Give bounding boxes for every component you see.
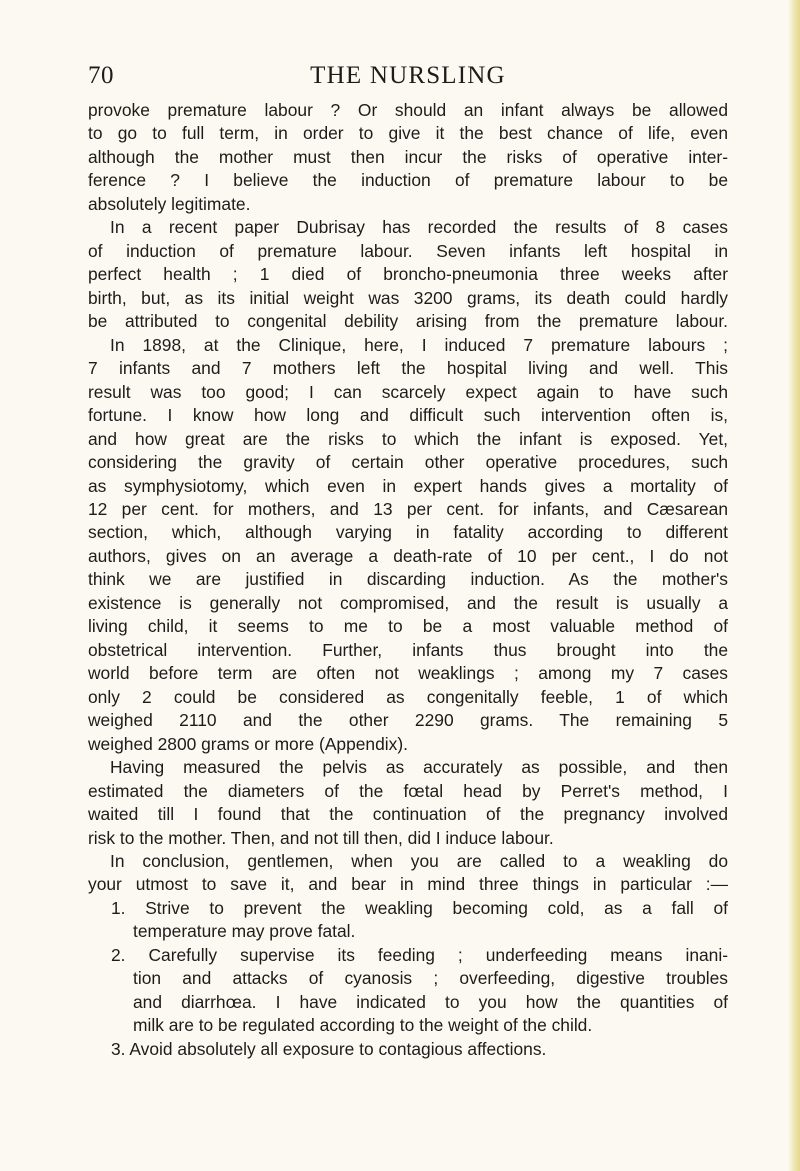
text-line: result was too good; I can scarcely expect again to have such xyxy=(88,381,728,402)
list-item: 3. Avoid absolutely all exposure to contagious affections. xyxy=(111,1038,547,1059)
text-line: think we are justified in discarding induction. As the mother's xyxy=(88,569,728,590)
text-line: perfect health ; 1 died of broncho-pneumonia three weeks after xyxy=(88,264,728,285)
text-line: of induction of premature labour. Seven infants left hospital in xyxy=(88,240,728,261)
text-line: obstetrical intervention. Further, infants thus brought into the xyxy=(88,639,728,660)
text-line: estimated the diameters of the fœtal head by Perret's method, I xyxy=(88,780,728,801)
text-line: birth, but, as its initial weight was 3200 grams, its death could hardly xyxy=(88,287,728,308)
page-number: 70 xyxy=(88,62,114,89)
page-edge-shading xyxy=(788,0,800,1171)
text-line: ference ? I believe the induction of premature labour to be xyxy=(88,170,728,191)
text-line: existence is generally not compromised, and the result is usually a xyxy=(88,592,728,613)
text-line: In a recent paper Dubrisay has recorded the results of 8 cases xyxy=(110,217,728,238)
running-title: THE NURSLING xyxy=(310,62,506,89)
text-line: waited till I found that the continuation of the pregnancy involved xyxy=(88,804,728,825)
text-line: tion and attacks of cyanosis ; overfeeding, digestive troubles xyxy=(133,968,728,989)
text-line: to go to full term, in order to give it the best chance of life, even xyxy=(88,123,728,144)
text-line: In 1898, at the Clinique, here, I induced 7 premature labours ; xyxy=(110,334,728,355)
text-line: In conclusion, gentlemen, when you are called to a weakling do xyxy=(110,851,728,871)
text-line: provoke premature labour ? Or should an infant always be allowed xyxy=(88,100,728,120)
text-line: weighed 2110 and the other 2290 grams. The remaining 5 xyxy=(88,710,728,731)
text-line: milk are to be regulated according to the weight of the child. xyxy=(133,1015,593,1036)
text-line: considering the gravity of certain other operative procedures, such xyxy=(88,452,728,473)
text-line: weighed 2800 grams or more (Appendix). xyxy=(88,733,408,754)
text-line: your utmost to save it, and bear in mind three things in particular :— xyxy=(88,874,728,895)
list-item: 2. Carefully supervise its feeding ; underfeeding means inani- xyxy=(111,944,728,965)
text-line: risk to the mother. Then, and not till then, did I induce labour. xyxy=(88,827,554,848)
text-line: and how great are the risks to which the infant is exposed. Yet, xyxy=(88,428,728,449)
text-line: authors, gives on an average a death-rate of 10 per cent., I do not xyxy=(88,545,728,566)
list-item: 1. Strive to prevent the weakling becoming cold, as a fall of xyxy=(111,897,728,918)
text-line: only 2 could be considered as congenitally feeble, 1 of which xyxy=(88,686,728,707)
text-line: absolutely legitimate. xyxy=(88,193,251,214)
text-line: world before term are often not weaklings ; among my 7 cases xyxy=(88,663,728,684)
text-line: as symphysiotomy, which even in expert hands gives a mortality of xyxy=(88,475,728,496)
page-body xyxy=(88,99,728,1061)
text-line: although the mother must then incur the risks of operative inter- xyxy=(88,146,728,167)
text-line: and diarrhœa. I have indicated to you how the quantities of xyxy=(133,991,728,1012)
text-line: living child, it seems to me to be a most valuable method of xyxy=(88,616,728,637)
text-line: section, which, although varying in fatality according to different xyxy=(88,522,728,543)
text-line: 12 per cent. for mothers, and 13 per cent. for infants, and Cæsarean xyxy=(88,498,728,519)
text-line: temperature may prove fatal. xyxy=(133,921,356,942)
text-line: fortune. I know how long and difficult such intervention often is, xyxy=(88,405,728,426)
text-line: be attributed to congenital debility arising from the premature labour. xyxy=(88,311,728,332)
text-line: Having measured the pelvis as accurately as possible, and then xyxy=(110,757,728,778)
running-head xyxy=(88,62,728,96)
text-line: 7 infants and 7 mothers left the hospital living and well. This xyxy=(88,358,728,379)
